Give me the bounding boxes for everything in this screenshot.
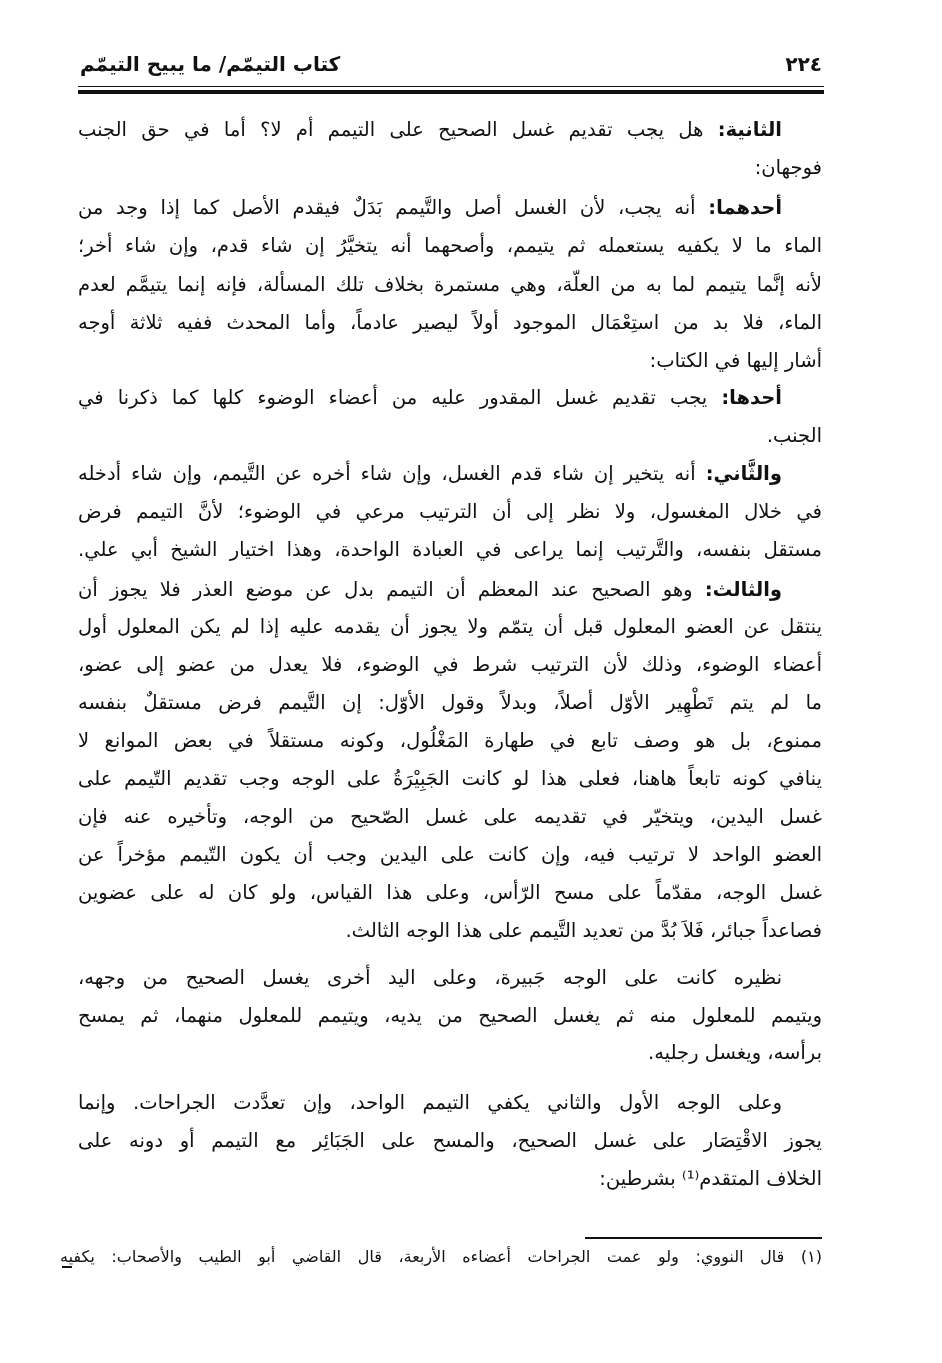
header-rule [78,90,824,94]
text-line [78,153,822,183]
text-line [78,726,822,756]
running-header-title: كتاب التيمّم/ ما يبيح التيمّم [80,52,341,76]
text-line [78,459,782,489]
line-text: أشار إليها في الكتاب: [649,349,822,372]
text-line [78,1164,822,1194]
text-line [78,688,822,718]
line-text: مستقل بنفسه، والتَّرتيب إنما يراعى في العبادة الواحدة، وهذا اختيار الشيخ أبي علي. [78,538,822,561]
line-text: فصاعداً جبائر، فَلاَ بُدَّ من تعديد التَّيمم على هذا الوجه الثالث. [345,919,822,942]
line-text: الماء، فلا بد من استِعْمَال الموجود أولاً ليصير عادماً، وأما المحدث ففيه ثلاثة أوجه [78,311,822,334]
line-text: الماء ما لا يكفيه يستعمله ثم يتيمم، وأصحهما أنه يتخيَّرُ إن شاء قدم، وإن شاء أخر؛ [78,234,822,257]
line-text: غسل اليدين، ويتخيّر في تقديمه على غسل الصّحيح من الوجه، وتأخيره عنه فإن [78,805,822,828]
line-text: ويتيمم للمعلول منه ثم يغسل الصحيح من يديه، ويتيمم للمعلول منهما، ثم يمسح [78,1004,822,1027]
line-text: يجوز الاقْتِصَار على غسل الصحيح، والمسح على الجَبَائِر مع التيمم أو دونه على [78,1129,822,1152]
line-text: ممنوع، بل هو وصف تابع في طهارة المَغْلُول، وكونه مستقلاً في بعض الموانع لا [78,729,822,752]
text-line [78,764,822,794]
line-text: أنه يتخير إن شاء قدم الغسل، وإن شاء أخره عن التَّيمم، وإن شاء أدخله [78,462,706,485]
line-text: العضو الواحد لا ترتيب فيه، وإن كانت على اليدين وجب أن يكون التّيمم مؤخراً عن [78,843,822,866]
text-line [78,497,822,527]
line-text: وهو الصحيح عند المعظم أن التيمم بدل عن موضع العذر فلا يجوز أن [78,578,705,601]
paragraph-lead-term: الثانية: [717,118,782,141]
text-line [78,535,822,565]
text-line [78,802,822,832]
text-line [78,231,822,261]
text-line [78,575,782,605]
text-line [78,346,822,376]
line-text: فوجهان: [754,156,822,179]
line-text: الخلاف المتقدم⁽¹⁾ بشرطين: [599,1167,822,1190]
line-text: الجنب. [766,424,822,447]
paragraph-lead-term: أحدها: [721,386,782,409]
text-line [78,1001,822,1031]
text-line [78,963,782,993]
line-text: في خلال المغسول، ولا نظر إلى أن الترتيب مرعي في الوضوء؛ لأنَّ التيمم فرض [78,500,822,523]
line-text: ينتقل عن العضو المعلول قبل أن يتمّم ولا يجوز أن يقدمه عليه إذا لم يكن المعلول أول [78,615,822,638]
header-rule-thin [78,86,824,87]
line-text: برأسه، ويغسل رجليه. [648,1041,822,1064]
text-line [78,1126,822,1156]
footnote-separator [585,1237,822,1239]
continuation-mark [62,1266,72,1268]
text-line [78,270,822,300]
text-line [78,878,822,908]
line-text: أعضاء الوضوء، وذلك لأن الترتيب شرط في الوضوء، فلا يعدل من عضو إلى عضو، [78,653,822,676]
text-line [78,193,782,223]
line-text: هل يجب تقديم غسل الصحيح على التيمم أم لا؟ أما في حق الجنب [78,118,718,141]
line-text: نظيره كانت على الوجه جَبيرة، وعلى اليد أخرى يغسل الصحيح من وجهه، [78,966,782,989]
line-text: وعلى الوجه الأول والثاني يكفي التيمم الواحد، وإن تعدَّدت الجراحات. وإنما [78,1091,782,1114]
line-text: أنه يجب، لأن الغسل أصل والتَّيمم بَدَلٌ فيقدم الأصل كما إذا وجد من [78,196,709,219]
text-line [78,916,822,946]
line-text: ينافي كونه تابعاً هاهنا، فعلى هذا لو كانت الجَبِيْرَةُ على الوجه وجب تقديم التّيمم على [78,767,822,790]
text-line [78,421,822,451]
text-line [78,115,782,145]
paragraph-lead-term: والثالث: [704,578,782,601]
text-line [78,383,782,413]
text-line [78,1038,822,1068]
line-text: غسل الوجه، مقدّماً على مسح الرّأس، وعلى هذا القياس، ولو كان له على عضوين [78,881,822,904]
line-text: يجب تقديم غسل المقدور عليه من أعضاء الوضوء كلها كما ذكرنا في [78,386,722,409]
page-number: ٢٢٤ [785,52,822,76]
line-text: ما لم يتم تَطْهِير الأوّل أصلاً، وبدلاً وقول الأوّل: إن التَّيمم فرض مستقلٌ بنفسه [78,691,822,714]
line-text: لأنه إنَّما يتيمم لما به من العلّة، وهي مستمرة بخلاف تلك المسألة، فإنه إنما يتيمَّم لعدم [78,273,822,296]
footnote: (١) قال النووي: ولو عمت الجراحات أعضاءه الأربعة، قال القاضي أبو الطيب والأصحاب: يكفيه [60,1247,822,1266]
text-line [78,612,822,642]
paragraph-lead-term: أحدهما: [708,196,782,219]
text-line [78,1088,782,1118]
text-line [78,308,822,338]
text-line [78,840,822,870]
text-line [78,650,822,680]
paragraph-lead-term: والثَّاني: [705,462,782,485]
